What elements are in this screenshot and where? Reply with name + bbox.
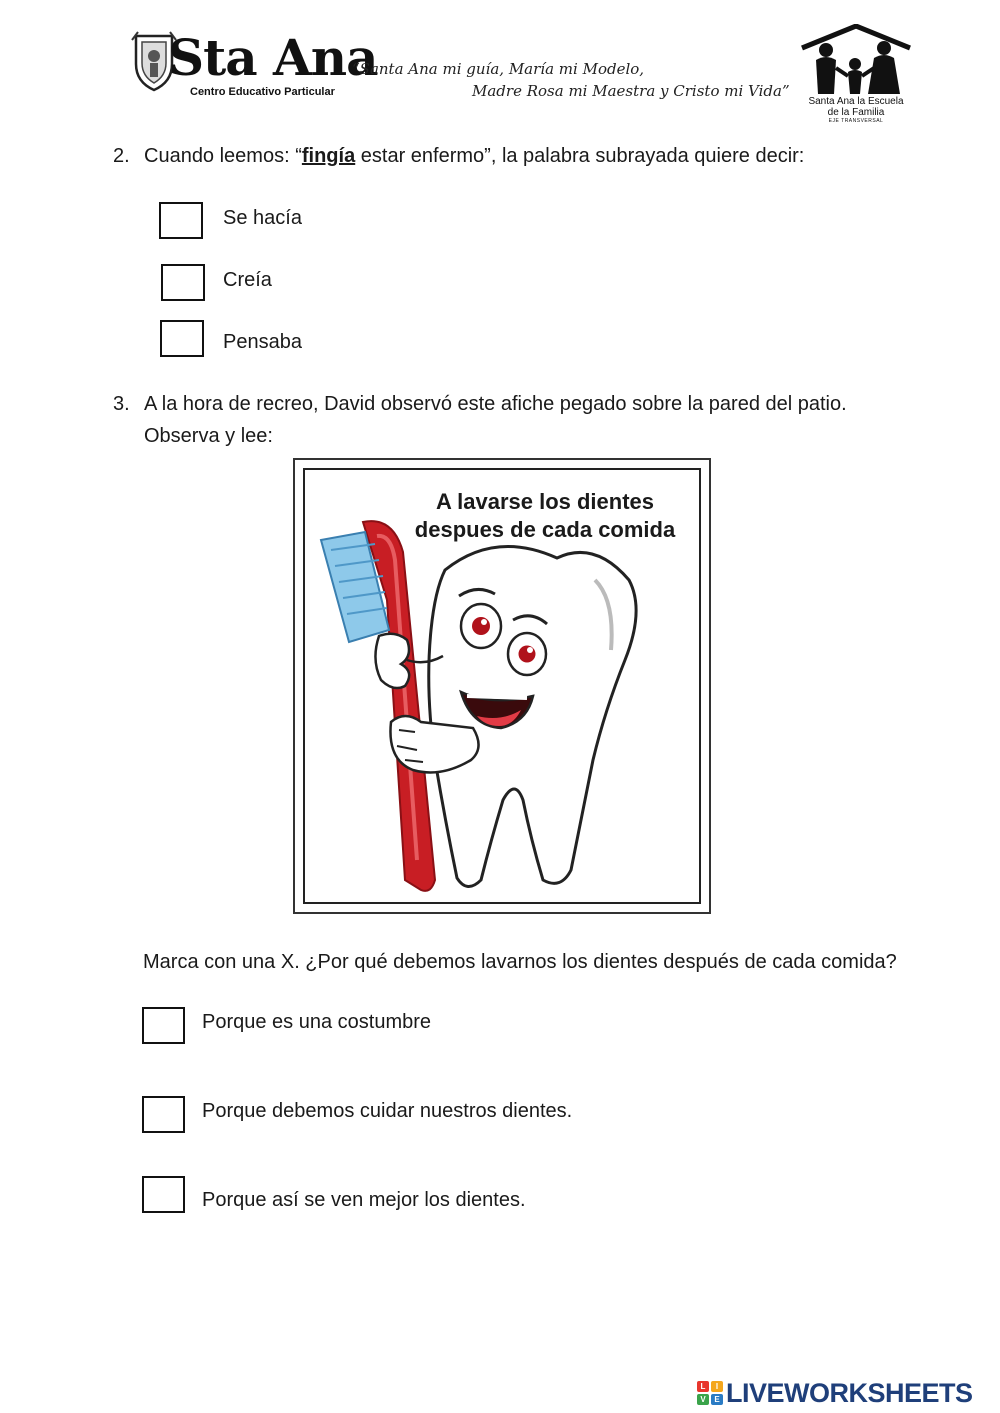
q2-option-3-label: Pensaba	[223, 331, 302, 353]
question-3-number: 3.	[113, 393, 130, 415]
family-caption-line-2: de la Familia	[827, 107, 885, 118]
grid-letter-v: V	[697, 1394, 709, 1405]
q3-option-3-checkbox[interactable]	[142, 1176, 185, 1213]
question-2-text	[144, 140, 804, 172]
grid-letter-l: L	[697, 1381, 709, 1392]
question-2-number: 2.	[113, 145, 130, 167]
q3-option-1-label: Porque es una costumbre	[202, 1011, 432, 1033]
family-caption-line-1: Santa Ana la Escuela	[808, 96, 904, 107]
q2-option-2-checkbox[interactable]	[161, 264, 205, 301]
school-brand-subtitle: Centro Educativo Particular	[190, 86, 335, 98]
question-3	[113, 388, 973, 422]
liveworksheets-logo	[697, 1376, 973, 1410]
question-3-line-2: Observa y lee:	[144, 425, 273, 447]
family-caption-line-3: EJE TRANSVERSAL	[828, 118, 884, 124]
q2-option-2-label: Creía	[223, 269, 272, 291]
liveworksheets-brand: LIVEWORKSHEETS	[726, 1377, 973, 1408]
q3-option-3-label: Porque así se ven mejor los dientes.	[202, 1189, 526, 1211]
question-2	[113, 140, 973, 174]
q3-option-1-checkbox[interactable]	[142, 1007, 185, 1044]
question-3-prompt: Marca con una X. ¿Por qué debemos lavarnos los dientes después de cada comida?	[143, 951, 897, 973]
q2-option-1-checkbox[interactable]	[159, 202, 203, 239]
liveworksheets-grid-icon	[697, 1381, 723, 1405]
underlined-word: fingía	[301, 145, 356, 167]
motto-line-2: Madre Rosa mi Maestra y Cristo mi Vida”	[472, 82, 790, 100]
school-brand: Sta Ana	[168, 28, 378, 87]
q2-option-1-label: Se hacía	[223, 207, 302, 229]
family-caption	[800, 96, 912, 124]
question-2-text-before: Cuando leemos: “	[144, 145, 302, 167]
question-3-line-1: A la hora de recreo, David observó este afiche pegado sobre la pared del patio.	[144, 393, 847, 415]
motto-line-1: “Santa Ana mi guía, María mi Modelo,	[352, 60, 645, 78]
grid-letter-i: I	[711, 1381, 723, 1392]
poster-title-line-2: despues de cada comida	[414, 517, 676, 542]
family-logo-icon	[796, 24, 916, 100]
q2-option-3-checkbox[interactable]	[160, 320, 204, 357]
toothbrush-poster	[293, 458, 711, 914]
q3-option-2-checkbox[interactable]	[142, 1096, 185, 1133]
poster-title-line-1: A lavarse los dientes	[435, 489, 655, 514]
q3-option-2-label: Porque debemos cuidar nuestros dientes.	[202, 1100, 573, 1122]
question-2-text-after: estar enfermo”, la palabra subrayada quiere decir:	[355, 145, 805, 167]
poster-title	[395, 488, 695, 544]
grid-letter-e: E	[711, 1394, 723, 1405]
